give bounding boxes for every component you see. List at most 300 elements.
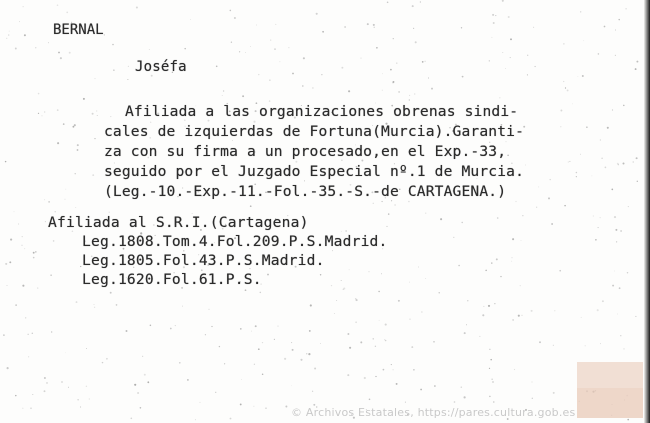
paper-speck bbox=[466, 324, 467, 325]
paper-speck bbox=[48, 201, 50, 203]
paper-speck bbox=[512, 238, 514, 240]
paper-speck bbox=[9, 31, 10, 32]
paper-speck bbox=[511, 257, 512, 258]
paper-speck bbox=[393, 81, 395, 83]
paper-speck bbox=[312, 87, 313, 88]
paper-speck bbox=[262, 342, 263, 343]
paper-speck bbox=[291, 385, 292, 386]
paper-speck bbox=[511, 261, 512, 262]
paper-speck bbox=[127, 79, 128, 80]
paper-speck bbox=[551, 223, 553, 225]
paper-speck bbox=[424, 61, 425, 62]
paper-speck bbox=[624, 348, 625, 349]
paper-speck bbox=[262, 373, 264, 375]
paper-speck bbox=[320, 274, 321, 275]
paper-speck bbox=[502, 52, 503, 53]
paper-speck bbox=[24, 34, 26, 36]
paper-speck bbox=[72, 126, 74, 128]
paper-speck bbox=[492, 379, 493, 380]
paper-speck bbox=[612, 109, 613, 110]
paper-speck bbox=[600, 139, 601, 140]
paper-speck bbox=[618, 19, 619, 20]
paper-speck bbox=[507, 155, 509, 157]
paper-speck bbox=[66, 12, 68, 14]
paper-speck bbox=[92, 113, 94, 115]
paper-speck bbox=[258, 348, 260, 350]
paper-speck bbox=[234, 17, 236, 19]
paper-speck bbox=[615, 229, 617, 231]
paper-speck bbox=[623, 105, 625, 107]
paper-speck bbox=[15, 304, 17, 306]
paper-speck bbox=[375, 376, 376, 377]
paper-speck bbox=[58, 52, 60, 54]
paper-speck bbox=[534, 66, 535, 67]
paper-speck bbox=[464, 332, 466, 334]
paper-speck bbox=[334, 313, 335, 314]
paper-speck bbox=[304, 180, 305, 181]
paper-speck bbox=[382, 73, 383, 74]
paper-speck bbox=[332, 250, 333, 251]
paper-speck bbox=[116, 304, 118, 306]
paper-speck bbox=[32, 394, 33, 395]
paper-speck bbox=[525, 165, 526, 166]
paper-speck bbox=[110, 292, 112, 294]
paper-speck bbox=[514, 369, 515, 370]
paper-speck bbox=[369, 271, 370, 272]
paper-speck bbox=[33, 257, 35, 259]
paper-speck bbox=[265, 407, 267, 409]
paper-speck bbox=[303, 57, 305, 59]
paper-speck bbox=[10, 239, 12, 241]
paper-speck bbox=[341, 280, 342, 281]
paper-speck bbox=[142, 356, 143, 357]
paper-speck bbox=[312, 391, 313, 392]
paper-speck bbox=[222, 95, 223, 96]
paper-speck bbox=[532, 382, 533, 383]
paper-speck bbox=[489, 60, 490, 61]
paper-speck bbox=[398, 91, 400, 93]
paper-speck bbox=[187, 379, 189, 381]
paper-speck bbox=[467, 300, 468, 301]
paper-speck bbox=[611, 189, 613, 191]
paper-speck bbox=[620, 335, 621, 336]
paper-speck bbox=[360, 341, 362, 343]
paper-speck bbox=[60, 57, 62, 59]
paper-speck bbox=[550, 179, 551, 180]
paper-speck bbox=[409, 319, 410, 320]
paper-speck bbox=[384, 339, 385, 340]
paper-speck bbox=[420, 389, 422, 391]
paragraph-line: Afiliada a las organizaciones obrenas sindi- bbox=[125, 103, 519, 120]
paper-speck bbox=[581, 317, 582, 318]
paper-speck bbox=[74, 124, 76, 126]
paper-speck bbox=[482, 314, 484, 316]
paper-speck bbox=[348, 90, 350, 92]
paper-speck bbox=[250, 205, 252, 207]
paper-speck bbox=[355, 298, 356, 299]
reference-line: Leg.1808.Tom.4.Fol.209.P.S.Madrid. bbox=[82, 233, 388, 250]
paper-speck bbox=[170, 328, 172, 330]
paper-speck bbox=[598, 227, 599, 228]
paper-speck bbox=[518, 315, 520, 317]
paper-speck bbox=[386, 226, 387, 227]
paper-speck bbox=[396, 383, 398, 385]
paper-speck bbox=[8, 34, 10, 36]
paper-speck bbox=[617, 314, 618, 315]
paper-speck bbox=[434, 385, 436, 387]
paper-speck bbox=[536, 207, 537, 208]
paper-speck bbox=[83, 98, 85, 100]
paper-speck bbox=[421, 311, 422, 312]
paragraph-line: seguido por el Juzgado Especial nº.1 de Murcia. bbox=[104, 163, 525, 180]
paper-speck bbox=[65, 352, 66, 353]
paper-speck bbox=[440, 218, 442, 220]
paper-speck bbox=[211, 326, 212, 327]
paper-speck bbox=[184, 48, 186, 50]
paper-speck bbox=[150, 325, 152, 327]
paper-speck bbox=[314, 367, 316, 369]
paper-speck bbox=[385, 324, 387, 326]
paper-speck bbox=[195, 419, 196, 420]
paper-speck bbox=[42, 116, 43, 117]
paper-speck bbox=[600, 343, 601, 344]
paper-speck bbox=[388, 213, 389, 214]
affiliation-heading: Afiliada al S.R.I.(Cartagena) bbox=[48, 214, 309, 231]
paper-speck bbox=[242, 95, 244, 97]
paper-speck bbox=[355, 321, 357, 323]
paper-speck bbox=[76, 301, 78, 303]
paper-speck bbox=[316, 13, 318, 15]
paper-speck bbox=[637, 181, 638, 182]
paper-speck bbox=[461, 386, 463, 388]
paper-speck bbox=[390, 69, 392, 71]
paper-speck bbox=[22, 245, 23, 246]
paper-speck bbox=[532, 398, 533, 399]
paper-speck bbox=[615, 55, 616, 56]
paper-speck bbox=[493, 401, 494, 402]
paper-speck bbox=[15, 48, 17, 50]
paper-speck bbox=[512, 319, 513, 320]
paper-speck bbox=[586, 127, 587, 128]
paper-speck bbox=[44, 199, 45, 200]
paper-speck bbox=[130, 417, 132, 419]
paper-speck bbox=[102, 362, 103, 363]
paper-speck bbox=[361, 58, 362, 59]
paper-speck bbox=[7, 367, 9, 369]
paper-speck bbox=[347, 374, 349, 376]
paper-speck bbox=[231, 42, 232, 43]
paper-speck bbox=[414, 94, 415, 95]
paper-speck bbox=[308, 353, 310, 355]
paper-speck bbox=[94, 304, 95, 305]
paper-speck bbox=[25, 317, 26, 318]
paper-speck bbox=[500, 276, 501, 277]
paper-speck bbox=[23, 6, 24, 7]
paper-speck bbox=[375, 346, 376, 347]
paper-speck bbox=[553, 345, 554, 346]
paper-speck bbox=[391, 200, 392, 201]
paper-speck bbox=[464, 396, 466, 398]
paper-speck bbox=[65, 189, 66, 190]
paper-speck bbox=[14, 211, 15, 212]
paper-speck bbox=[199, 402, 200, 403]
paper-speck bbox=[86, 386, 87, 387]
paper-speck bbox=[620, 230, 622, 232]
paper-speck bbox=[598, 53, 600, 55]
paper-speck bbox=[106, 358, 108, 360]
paper-speck bbox=[245, 289, 247, 291]
paper-speck bbox=[381, 273, 382, 274]
paper-speck bbox=[521, 315, 522, 316]
paragraph-line: cales de izquierdas de Fortuna(Murcia).Garanti- bbox=[104, 123, 525, 140]
paper-speck bbox=[604, 26, 606, 28]
paper-speck bbox=[617, 163, 619, 165]
paper-speck bbox=[415, 41, 417, 43]
paper-speck bbox=[285, 406, 287, 408]
paper-speck bbox=[75, 173, 76, 174]
paper-speck bbox=[367, 23, 369, 25]
paper-speck bbox=[89, 398, 90, 399]
paper-speck bbox=[418, 267, 419, 268]
paper-speck bbox=[33, 252, 35, 254]
paper-speck bbox=[382, 90, 383, 91]
paper-speck bbox=[479, 336, 480, 337]
paper-speck bbox=[495, 15, 496, 16]
paper-speck bbox=[601, 158, 602, 159]
paper-speck bbox=[597, 309, 599, 311]
paper-speck bbox=[538, 186, 539, 187]
paper-speck bbox=[496, 258, 498, 260]
paper-speck bbox=[461, 222, 462, 223]
paper-speck bbox=[636, 61, 638, 63]
paper-speck bbox=[374, 27, 375, 28]
paper-speck bbox=[57, 4, 59, 6]
paper-speck bbox=[633, 161, 634, 162]
paper-speck bbox=[94, 307, 95, 308]
paper-speck bbox=[533, 27, 534, 28]
paper-speck bbox=[387, 2, 389, 4]
paper-speck bbox=[68, 387, 69, 388]
paper-speck bbox=[622, 162, 624, 164]
paper-speck bbox=[254, 364, 255, 365]
paper-speck bbox=[61, 381, 62, 382]
paper-speck bbox=[291, 342, 292, 343]
paper-speck bbox=[112, 44, 114, 46]
paper-speck bbox=[405, 402, 406, 403]
paper-speck bbox=[341, 67, 343, 69]
paper-speck bbox=[349, 269, 350, 270]
paper-speck bbox=[635, 316, 636, 317]
paper-speck bbox=[627, 419, 629, 421]
paper-speck bbox=[151, 75, 153, 77]
paper-speck bbox=[505, 68, 506, 69]
paper-speck bbox=[22, 285, 24, 287]
paper-speck bbox=[413, 369, 415, 371]
paper-speck bbox=[394, 204, 396, 206]
paper-speck bbox=[500, 98, 501, 99]
paper-speck bbox=[614, 216, 616, 218]
paper-speck bbox=[493, 22, 495, 24]
paper-speck bbox=[373, 338, 374, 339]
paper-speck bbox=[553, 392, 555, 394]
paper-speck bbox=[585, 345, 586, 346]
paper-speck bbox=[341, 231, 342, 232]
paper-speck bbox=[422, 61, 424, 63]
paper-speck bbox=[44, 111, 45, 112]
paper-speck bbox=[408, 201, 410, 203]
paper-speck bbox=[50, 274, 51, 275]
surname: BERNAL bbox=[53, 22, 104, 38]
paper-speck bbox=[488, 305, 490, 307]
paper-speck bbox=[583, 40, 584, 41]
paper-speck bbox=[179, 362, 181, 364]
paper-speck bbox=[569, 161, 570, 162]
paper-speck bbox=[309, 330, 311, 332]
paper-speck bbox=[409, 282, 410, 283]
paper-speck bbox=[253, 406, 254, 407]
paper-speck bbox=[580, 154, 581, 155]
paper-speck bbox=[175, 325, 176, 326]
paper-speck bbox=[274, 48, 275, 49]
paper-speck bbox=[250, 46, 251, 47]
paper-speck bbox=[489, 368, 490, 369]
paper-speck bbox=[508, 16, 510, 18]
paper-speck bbox=[595, 239, 597, 241]
paper-speck bbox=[344, 26, 346, 28]
paper-speck bbox=[369, 398, 371, 400]
paper-speck bbox=[28, 334, 29, 335]
paper-speck bbox=[522, 215, 523, 216]
paper-speck bbox=[373, 24, 375, 26]
paper-speck bbox=[96, 111, 97, 112]
paper-speck bbox=[38, 113, 39, 114]
paper-speck bbox=[378, 291, 379, 292]
paper-speck bbox=[563, 81, 564, 82]
paper-speck bbox=[255, 325, 257, 327]
paper-speck bbox=[292, 73, 294, 75]
paper-speck bbox=[22, 236, 23, 237]
paper-speck bbox=[22, 408, 23, 409]
paper-speck bbox=[409, 95, 410, 96]
paper-speck bbox=[182, 306, 183, 307]
paper-speck bbox=[320, 343, 321, 344]
paper-speck bbox=[279, 61, 280, 62]
paper-speck bbox=[69, 52, 71, 54]
paper-speck bbox=[486, 270, 487, 271]
paper-speck bbox=[239, 51, 240, 52]
paper-speck bbox=[241, 379, 242, 380]
paper-speck bbox=[258, 74, 259, 75]
paper-speck bbox=[38, 93, 40, 95]
paper-speck bbox=[216, 66, 218, 68]
paper-speck bbox=[267, 274, 269, 276]
paper-speck bbox=[433, 341, 435, 343]
paper-speck bbox=[491, 262, 492, 263]
paper-speck bbox=[44, 377, 46, 379]
paper-speck bbox=[46, 382, 47, 383]
paper-speck bbox=[392, 81, 394, 83]
paper-speck bbox=[77, 144, 79, 146]
paper-speck bbox=[9, 261, 11, 263]
paper-speck bbox=[94, 138, 95, 139]
paper-speck bbox=[240, 328, 242, 330]
paper-speck bbox=[485, 270, 486, 271]
paper-speck bbox=[554, 310, 555, 311]
paper-speck bbox=[275, 24, 276, 25]
paper-speck bbox=[302, 85, 304, 87]
paper-speck bbox=[63, 123, 65, 125]
paper-speck bbox=[409, 99, 410, 100]
paper-speck bbox=[32, 333, 33, 334]
paper-speck bbox=[425, 278, 426, 279]
paper-speck bbox=[35, 251, 37, 253]
paper-speck bbox=[80, 407, 81, 408]
paper-speck bbox=[618, 164, 619, 165]
paper-speck bbox=[208, 309, 209, 310]
paper-speck bbox=[126, 330, 128, 332]
paper-speck bbox=[134, 384, 136, 386]
paper-speck bbox=[336, 300, 337, 301]
paper-speck bbox=[147, 381, 149, 383]
paper-speck bbox=[322, 31, 324, 33]
paper-speck bbox=[205, 334, 206, 335]
paper-speck bbox=[19, 21, 20, 22]
paper-speck bbox=[5, 161, 6, 162]
paper-speck bbox=[431, 88, 433, 90]
paper-speck bbox=[527, 74, 528, 75]
paper-speck bbox=[37, 287, 38, 288]
paper-speck bbox=[30, 407, 32, 409]
paper-speck bbox=[230, 418, 232, 420]
paper-speck bbox=[615, 29, 616, 30]
paper-speck bbox=[55, 211, 56, 212]
paper-speck bbox=[385, 340, 386, 341]
paper-speck bbox=[51, 331, 52, 332]
paper-speck bbox=[137, 392, 139, 394]
paper-speck bbox=[425, 213, 426, 214]
paper-speck bbox=[45, 221, 46, 222]
paper-speck bbox=[510, 57, 511, 58]
paper-speck bbox=[454, 401, 456, 403]
copyright-watermark: © Archivos Estatales, https://pares.cultura.gob.es bbox=[291, 406, 576, 419]
paper-speck bbox=[625, 8, 627, 10]
paper-speck bbox=[576, 172, 578, 174]
paper-speck bbox=[391, 364, 392, 365]
paper-speck bbox=[379, 320, 380, 321]
paper-speck bbox=[383, 369, 385, 371]
paper-speck bbox=[411, 346, 413, 348]
paper-speck bbox=[95, 78, 96, 79]
paper-speck bbox=[75, 207, 76, 208]
paper-speck bbox=[563, 43, 564, 44]
paper-speck bbox=[245, 52, 246, 53]
paper-speck bbox=[568, 162, 569, 163]
paper-speck bbox=[256, 25, 257, 26]
paper-speck bbox=[492, 14, 494, 16]
paper-speck bbox=[636, 157, 638, 159]
paper-speck bbox=[564, 205, 566, 207]
paper-speck bbox=[364, 377, 366, 379]
paper-speck bbox=[5, 263, 7, 265]
paper-speck bbox=[53, 240, 55, 242]
paper-speck bbox=[565, 87, 566, 88]
paper-speck bbox=[600, 217, 601, 218]
paper-speck bbox=[288, 47, 289, 48]
reference-line: Leg.1805.Fol.43.P.S.Madrid. bbox=[82, 252, 325, 269]
paper-speck bbox=[531, 310, 533, 312]
paper-speck bbox=[345, 230, 346, 231]
paper-speck bbox=[343, 287, 345, 289]
